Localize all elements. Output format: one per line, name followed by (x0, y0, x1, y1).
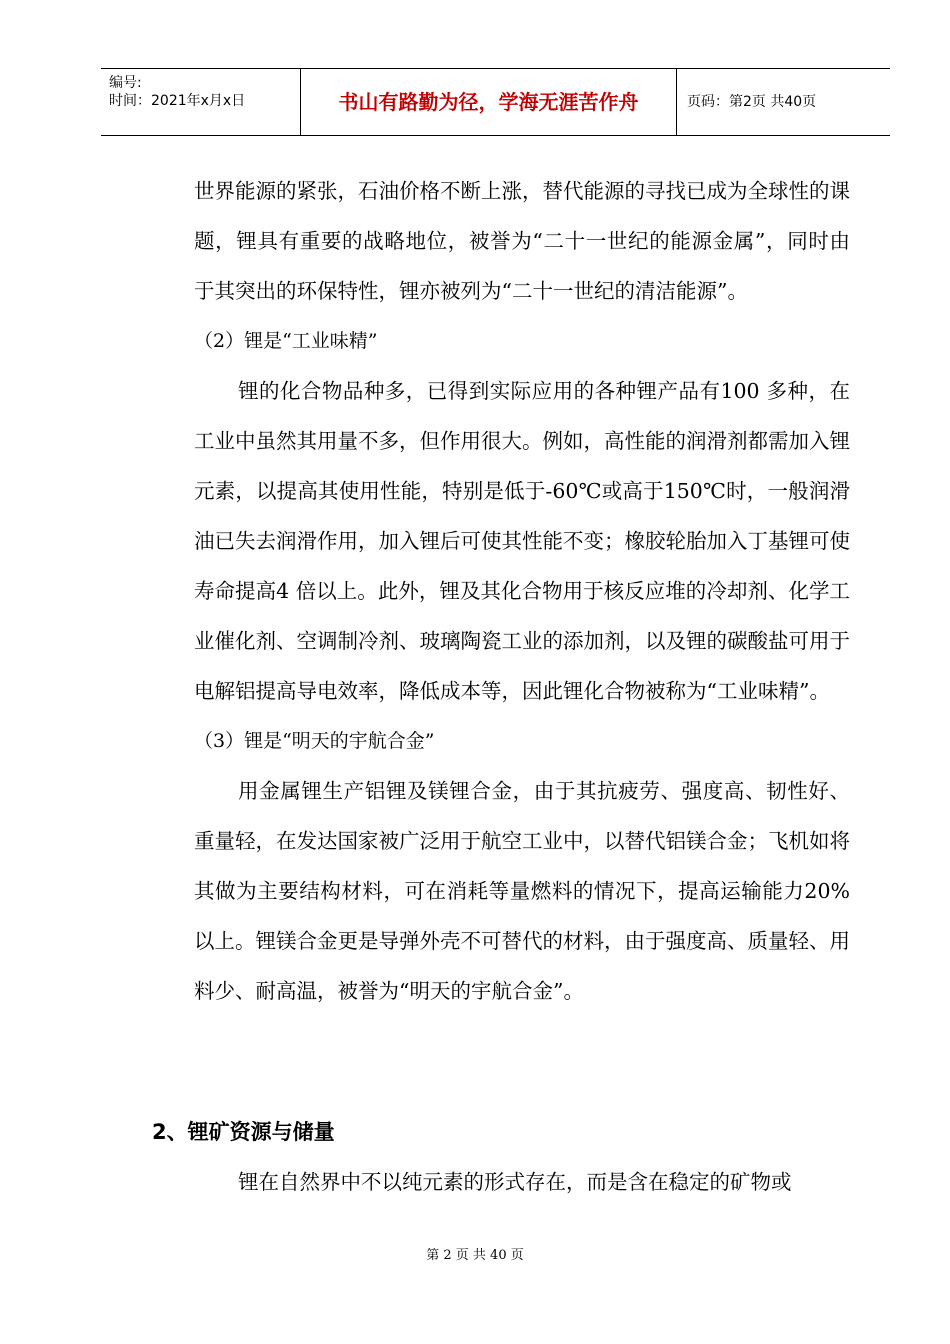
paragraph-energy: 世界能源的紧张，石油价格不断上涨，替代能源的寻找已成为全球性的课题，锂具有重要的战略地位，被誉为“二十一世纪的能源金属”，同时由于其突出的环保特性，锂亦被列为“二十一世纪的清洁能源”。 (194, 179, 850, 303)
header-motto: 书山有路勤为径，学海无涯苦作舟 (338, 90, 639, 114)
header-info-cell (101, 69, 301, 135)
doc-time-label: 时间：2021年x月x日 (109, 93, 246, 109)
subheading-industrial-msg: （2）锂是“工业味精” (194, 330, 378, 352)
page-footer: 第 2 页 共 40 页 (426, 1248, 524, 1263)
header-page-cell (677, 69, 890, 135)
page-header (101, 68, 890, 136)
document-body (194, 166, 850, 1016)
subheading-aerospace-alloy: （3）锂是“明天的宇航合金” (194, 730, 435, 752)
paragraph-industrial: 锂的化合物品种多，已得到实际应用的各种锂产品有100 多种，在工业中虽然其用量不多，但作用很大。例如，高性能的润滑剂都需加入锂元素，以提高其使用性能，特别是低于-60℃或高于150℃时，一般润滑油已失去润滑作用，加入锂后可使其性能不变；橡胶轮胎加入丁基锂可使寿命提高4 倍以上。此外，锂及其化合物用于核反应堆的冷却剂、化学工业催化剂、空调制冷剂、玻璃陶瓷工业的添加剂，以及锂的碳酸盐可用于电解铝提高导电效率，降低成本等，因此锂化合物被称为“工业味精”。 (194, 379, 850, 703)
paragraph-lithium-ore: 锂在自然界中不以纯元素的形式存在，而是含在稳定的矿物或 (238, 1170, 792, 1194)
header-motto-cell (301, 69, 677, 135)
header-page-code: 页码：第2页 共40页 (687, 94, 817, 110)
paragraph-aerospace: 用金属锂生产铝锂及镁锂合金，由于其抗疲劳、强度高、韧性好、重量轻，在发达国家被广泛用于航空工业中，以替代铝镁合金；飞机如将其做为主要结构材料，可在消耗等量燃料的情况下，提高运输能力20%以上。锂镁合金更是导弹外壳不可替代的材料，由于强度高、质量轻、用料少、耐高温，被誉为“明天的宇航合金”。 (194, 779, 850, 1003)
section-heading: 2、锂矿资源与储量 (152, 1120, 335, 1144)
doc-number-label: 编号: (109, 75, 142, 91)
section-body (194, 1158, 850, 1206)
